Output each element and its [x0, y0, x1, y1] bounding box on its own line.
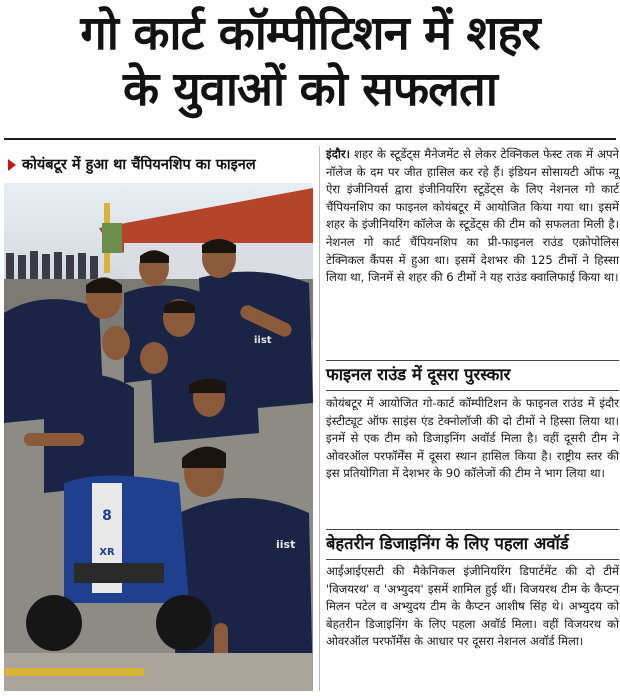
para-2-text: कोयंबटूर में आयोजित गो-कार्ट कॉम्पीटिशन के फाइनल राउंड में इंदौर इंस्टीट्यूट ऑफ साइंस एंड टेक्नोलॉजी की दो टीमों ने हिस्सा लिया था। इनमें से एक टीम को डिजाइनिंग अवॉर्ड मिला है। वहीं दूसरी टीम ने ओवरऑल परफॉर्मेंस में दूसरा स्थान हासिल किया है। राष्ट्रीय स्तर की इस प्रतियोगिता में देशभर के 90 कॉलेजों की टीम ने भाग लिया था।: [326, 396, 619, 481]
kicker-text: कोयंबटूर में हुआ था चैंपियनशिप का फाइनल: [22, 157, 256, 173]
column-divider: [319, 146, 320, 691]
subheading-final-round: फाइनल राउंड में दूसरा पुरस्कार: [326, 365, 511, 384]
shirt-logo: iist: [276, 538, 296, 551]
headline: [0, 6, 620, 118]
section-rule-3: [326, 529, 619, 530]
subheading-design-award: बेहतरीन डिजाइनिंग के लिए पहला अवॉर्ड: [326, 534, 569, 553]
group-photo: [4, 183, 313, 691]
photo-kicker: [4, 150, 314, 180]
group-photo-icon: [4, 183, 313, 691]
para-3-text: आईआईएसटी की मैकेनिकल इंजीनियरिंग डिपार्टमेंट की दो टीमें 'विजयरथ' व 'अभ्युदय' इसमें शामिल हुई थीं। विजयरथ टीम के कैप्टन मिलन पटेल व अभ्युदय टीम के कैप्टन आशीष सिंह थे। अभ्युदय को बेहतरीन डिजाइनिंग के लिए पहला अवॉर्ड मिला। वहीं विजयरथ को ओवरऑल परफॉर्मेंस के आधार पर दूसरा नेशनल अवॉर्ड मिला।: [326, 564, 619, 649]
headline-rule: [4, 138, 616, 140]
section-rule-4: [326, 559, 619, 560]
kart-logo: XR: [99, 547, 115, 558]
shirt-logo-2: iist: [254, 335, 272, 346]
article-para-1: [326, 146, 619, 356]
kart-number: 8: [102, 508, 112, 524]
section-rule-2: [326, 390, 619, 391]
kicker-arrow-icon: [8, 159, 16, 171]
article-para-3: [326, 563, 619, 693]
headline-line-2: के युवाओं को सफलता: [123, 62, 497, 117]
headline-line-1: गो कार्ट कॉम्पीटिशन में शहर: [80, 6, 540, 61]
article-para-2: [326, 395, 619, 525]
para-1-text: शहर के स्टूडेंट्स मैनेजमेंट से लेकर टेक्निकल फेस्ट तक में अपने नॉलेज के दम पर जीत हासिल कर रहे हैं। इंडियन सोसायटी ऑफ न्यू ऐरा इंजीनियर्स द्वारा इंजीनियरिंग स्टूडेंट्स के लिए नेशनल गो कार्ट चैंपियनशिप का फाइनल कोयंबटूर में आयोजित किया गया था। इसमें शहर के इंजीनियरिंग कॉलेज के स्टूडेंट्स की टीम को सफलता मिली है। नेशनल गो कार्ट चैंपियनशिप का प्री-फाइनल राउंड एक्रोपोलिस टेक्निकल कैंपस में हुआ था। इसमें देशभर की 125 टीमों ने हिस्सा लिया था, जिनमें से शहर की 6 टीमों ने यह राउंड क्वालिफाई किया था।: [326, 147, 619, 285]
section-rule-1: [326, 360, 619, 361]
dateline: इंदौर।: [326, 147, 350, 161]
